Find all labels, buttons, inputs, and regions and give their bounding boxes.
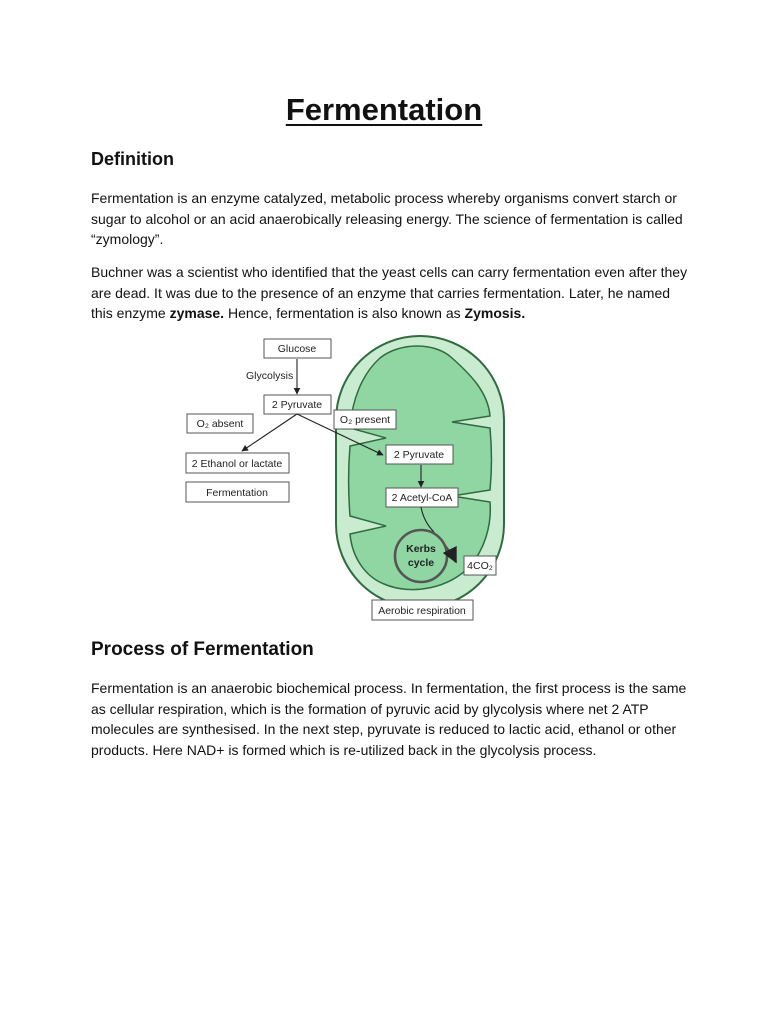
glucose-label: Glucose <box>277 343 317 355</box>
process-paragraph: Fermentation is an anaerobic biochemical process. In fermentation, the first process is the same as cellular respiration, which is the formation of pyruvic acid by glycolysis where net 2 ATP molecules are synthesised. In the next step, pyruvate is reduced to lactic acid, ethanol or other products. Here NAD+ is formed which is re-utilized back in the glycolysis process. <box>91 680 687 758</box>
glycolysis-label: Glycolysis <box>246 370 294 382</box>
krebs-label-line1: Kerbs <box>406 543 436 555</box>
zymase-term: zymase. <box>169 305 225 321</box>
buchner-paragraph <box>91 262 691 324</box>
zymosis-term: Zymosis. <box>464 305 526 321</box>
krebs-label-line2: cycle <box>407 557 435 569</box>
o2-absent-label: O₂ absent <box>196 418 244 430</box>
buchner-text-1: Buchner was a scientist who identified that the yeast cells can carry fermentation even after they are dead. It was due to the presence of an enzyme that carries fermentation. Later, he named this enzyme <box>91 264 688 321</box>
o2-present-label: O₂ present <box>339 414 391 426</box>
fermentation-label: Fermentation <box>206 487 268 499</box>
ethanol-lactate-label: 2 Ethanol or lactate <box>191 458 283 470</box>
definition-heading: Definition <box>91 149 174 169</box>
buchner-text-2: Hence, fermentation is also known as <box>224 305 465 321</box>
co2-label: 4CO₂ <box>467 560 493 572</box>
process-heading: Process of Fermentation <box>91 639 314 660</box>
aerobic-label: Aerobic respiration <box>378 605 466 617</box>
fermentation-diagram <box>180 330 510 625</box>
acetyl-coa-label: 2 Acetyl-CoA <box>391 492 453 504</box>
definition-paragraph: Fermentation is an enzyme catalyzed, metabolic process whereby organisms convert starch or sugar to alcohol or an acid anaerobically releasing energy. The science of fermentation is called “zymology”. <box>91 190 683 247</box>
pyruvate-inner-label: 2 Pyruvate <box>393 449 445 461</box>
pyruvate-top-label: 2 Pyruvate <box>271 399 323 411</box>
page-title <box>0 92 768 128</box>
page-title-text: Fermentation <box>285 92 483 127</box>
